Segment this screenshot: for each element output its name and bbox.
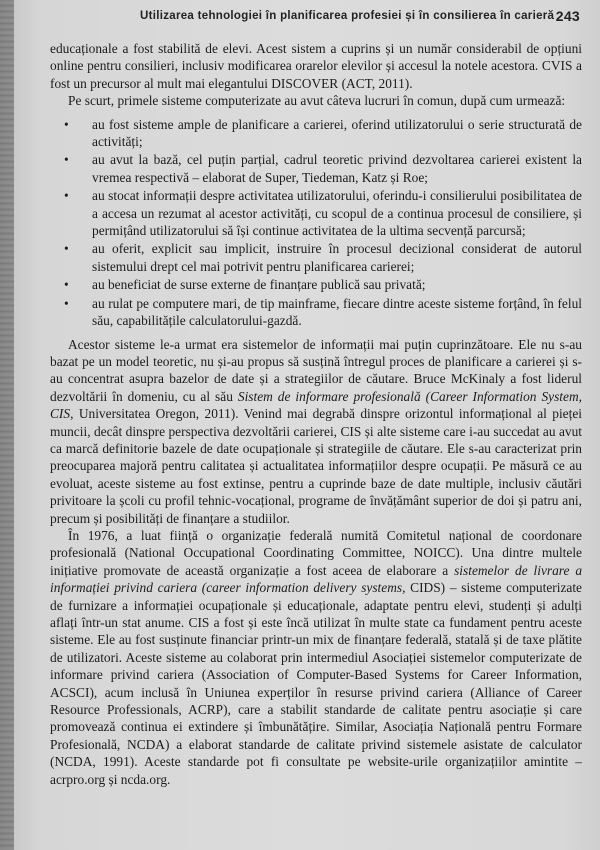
paragraph-3	[50, 336, 582, 527]
bullet-list	[50, 116, 582, 330]
paragraph-3-italic: Sistem de informare profesională (Career Information System, CIS	[50, 388, 582, 422]
bullet-item: • au fost sisteme ample de planificare a carierei, oferind utilizatorului o serie structurată de activități;	[92, 116, 582, 151]
page-body	[50, 40, 582, 788]
paragraph-4-italic: sistemelor de livrare a informației privind cariera (career information delivery systems,	[50, 562, 583, 596]
bullet-item: • au stocat informații despre activitatea utilizatorului, oferindu-i consilierului posibilitatea de a accesa un rezumat al acestor activități, cu scopul de a continua procesul de consiliere, și permițând utilizatorului să își continue activitatea de la ultima secvență parcursă;	[92, 187, 582, 239]
paragraph-3-text-b: , Universitatea Oregon, 2011). Venind mai degrabă dinspre orizontul informațional al pieței muncii, decât dinspre perspectiva dezvoltării carierei, CIS și alte sisteme care i-au succedat au avut ca marcă definitorie bazele de date ocupaționale și strategiile de căutare. Ele s-au caracterizat prin preocuparea majoră pentru calitatea și actualitatea informațiilor despre ocupații. Pe măsură ce au evoluat, aceste sisteme au fost extinse, pentru a cuprinde baze de date multiple, inclusiv căutări privitoare la școli cu profil tehnic-vocațional, programe de învățământ superior de doi și patru ani, precum și posibilități de finanțare a studiilor.	[50, 406, 582, 526]
paragraph-4	[50, 527, 582, 788]
running-title: Utilizarea tehnologiei în planificarea profesiei și în consilierea în carieră	[140, 10, 555, 22]
bullet-item: • au oferit, explicit sau implicit, instruire în procesul decizional considerat de autorul sistemului drept cel mai potrivit pentru planificarea carierei;	[92, 240, 582, 275]
paragraph-4-text-b: CIDS) – sisteme computerizate de furnizare a informației ocupaționale și educaționale, adaptate pentru elevi, studenți și adulți aflați într-un stat anume. CIS a fost și este încă utilizat în multe state ca fundament pentru aceste sisteme. Ele au fost susținute financiar printr-un mix de finanțare federală, statală și de taxe plătite de utilizatori. Aceste sisteme au colaborat prin intermediul Asociației sistemelor computerizate de informare privind cariera (Association of Computer-Based Systems for Career Information, ACSCI), acum inclusă în Uniunea experților în resurse privind cariera (Alliance of Career Resource Professionals, ACRP), care a stabilit standarde de calitate pentru asociație și care promovează continua ei extindere și îmbunătățire. Similar, Asociația Națională pentru Formare Profesională, NCDA) a elaborat standarde de calitate privind sistemele asistate de calculator (NCDA, 1991). Aceste standarde pot fi consultate pe website-urile organizațiilor amintite – acrpro.org și ncda.org.	[50, 580, 582, 787]
paragraph-3-text-a: Acestor sisteme le-a urmat era sistemelor de informații mai puțin cuprinzătoare. Ele nu s-au bazat pe un model teoretic, nu și-au propus să susțină întregul proces de planificare a carierei și s-au concentrat asupra bazelor de date și a strategiilor de căutare. Bruce McKinaly a fost liderul dezvoltării în domeniu, cu al său	[50, 336, 582, 404]
bullet-item: • au rulat pe computere mari, de tip mainframe, fiecare dintre aceste sisteme forțând, în felul său, capabilitățile calculatorului-gazdă.	[92, 295, 582, 330]
paragraph-1: educaționale a fost stabilită de elevi. Acest sistem a cuprins și un număr considerabil de opțiuni online pentru consilieri, inclusiv modificarea orarelor elevilor și accesul la notele acestora. CVIS a fost un precursor al mult mai elegantului DISCOVER (ACT, 2011).	[50, 41, 582, 91]
page-number: 243	[555, 8, 580, 24]
paragraph-4-text-a: În 1976, a luat ființă o organizație federală numită Comitetul național de coordonare profesională (National Occupational Coordinating Committee, NOICC). Una dintre multele inițiative promovate de această organizație a fost aceea de elaborare a	[50, 527, 582, 578]
bullet-item: • au avut la bază, cel puțin parțial, cadrul teoretic privind dezvoltarea carierei existent la vremea respectivă – elaborat de Super, Tiedeman, Katz și Roe;	[92, 151, 582, 186]
running-header	[140, 8, 580, 28]
bullet-item: • au beneficiat de surse externe de finanțare publică sau privată;	[92, 276, 582, 293]
paragraph-2: Pe scurt, primele sisteme computerizate au avut câteva lucruri în comun, după cum urmează:	[68, 93, 566, 109]
page-gutter-shadow	[0, 0, 14, 850]
